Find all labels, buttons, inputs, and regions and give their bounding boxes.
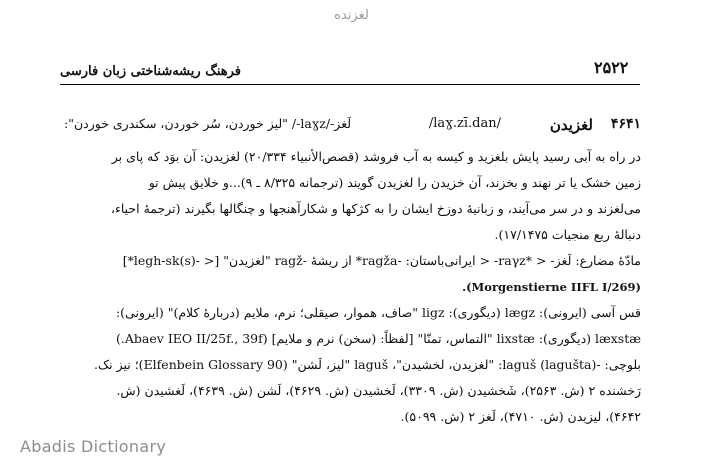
entry-lemma: لغزیدن <box>549 116 593 134</box>
entry-transliteration: /laɣ.zī.dan/ <box>428 116 501 131</box>
entry-line: بلوچی: -laguš (lagušta): "لغزیدن، لخشیدن"، laguš "لیز، لَشن" (Elfenbein Glossary 90)؛ نیز نک. <box>93 357 641 372</box>
watermark: Abadis Dictionary <box>20 437 167 456</box>
entry-line: ۴۶۴۲)، لیزیدن (ش. ۴۷۱۰)، لَغز ۲ (ش. ۵۰۹۹). <box>400 409 641 424</box>
entry-line: (Morgenstierne IIFL I/269). <box>462 280 641 294</box>
entry-gloss: لَغز-/laɣz-/ "لیز خوردن، سُر خوردن، سکندری خوردن": <box>64 116 352 131</box>
entry-head <box>64 116 641 142</box>
page-number: ۲۵۲۲ <box>594 58 629 77</box>
site-title: لغزنده <box>334 8 369 23</box>
running-title <box>60 64 260 79</box>
entry-line: در راه به آبی رسید پایش بلغزید و کیسه به آب فروشد (قصص‌الأنبیاء ۲۰/۳۳۴) لغزیدن: آن بوَد که پای بر <box>111 149 641 164</box>
entry-line: مادّهٔ مضارع: لَغز- < *raγz- < ایرانی‌باستان: -ragža* از ریشهٔ -ragž "لغزیدن" [< -(s)legh-sk*] <box>122 253 641 268</box>
entry-line: قس آسی (ایرونی): lægz (دیگوری): ligz "صاف، هموار، صیقلی؛ نرم، ملایم (دربارهٔ کلام)" (ایرونی): <box>115 305 641 320</box>
entry-body <box>64 144 641 430</box>
entry-line: læxstæ (دیگوری): lixstæ "التماس، تمنّا" [لفظاً: (سخن) نرم و ملایم] (Abaev IEO II/25f., 39f.) <box>116 331 641 346</box>
entry-line: دنبالهٔ ربع منجیات ۱۷/۱۴۷۵). <box>494 227 641 242</box>
entry-line: می‌لغزند و در سر می‌آیند، و زبانیهٔ دوزخ ایشان را به کژکها و شکارآهنجها و چنگالها بگیرند (ترجمهٔ احیاء، <box>110 201 641 216</box>
entry-line: زمین خشک یا تر نهند و بخزند، آن خزیدن را لغزیدن گویند (ترجمانه ۸/۳۲۵ ـ ۹)...و خلایق پیش تو <box>148 175 641 190</box>
header-rule <box>60 84 640 85</box>
entry-number: ۴۶۴۱ <box>610 116 641 132</box>
entry-line: رَخشنده ۲ (ش. ۲۵۶۳)، شَخشیدن (ش. ۳۳۰۹)، لَخشیدن (ش. ۴۶۲۹)، لَشن (ش. ۴۶۳۹)، لَغشیدن (ش. <box>116 383 641 398</box>
running-title-text: فرهنگ ریشه‌شناختی زبان فارسی <box>60 64 241 79</box>
